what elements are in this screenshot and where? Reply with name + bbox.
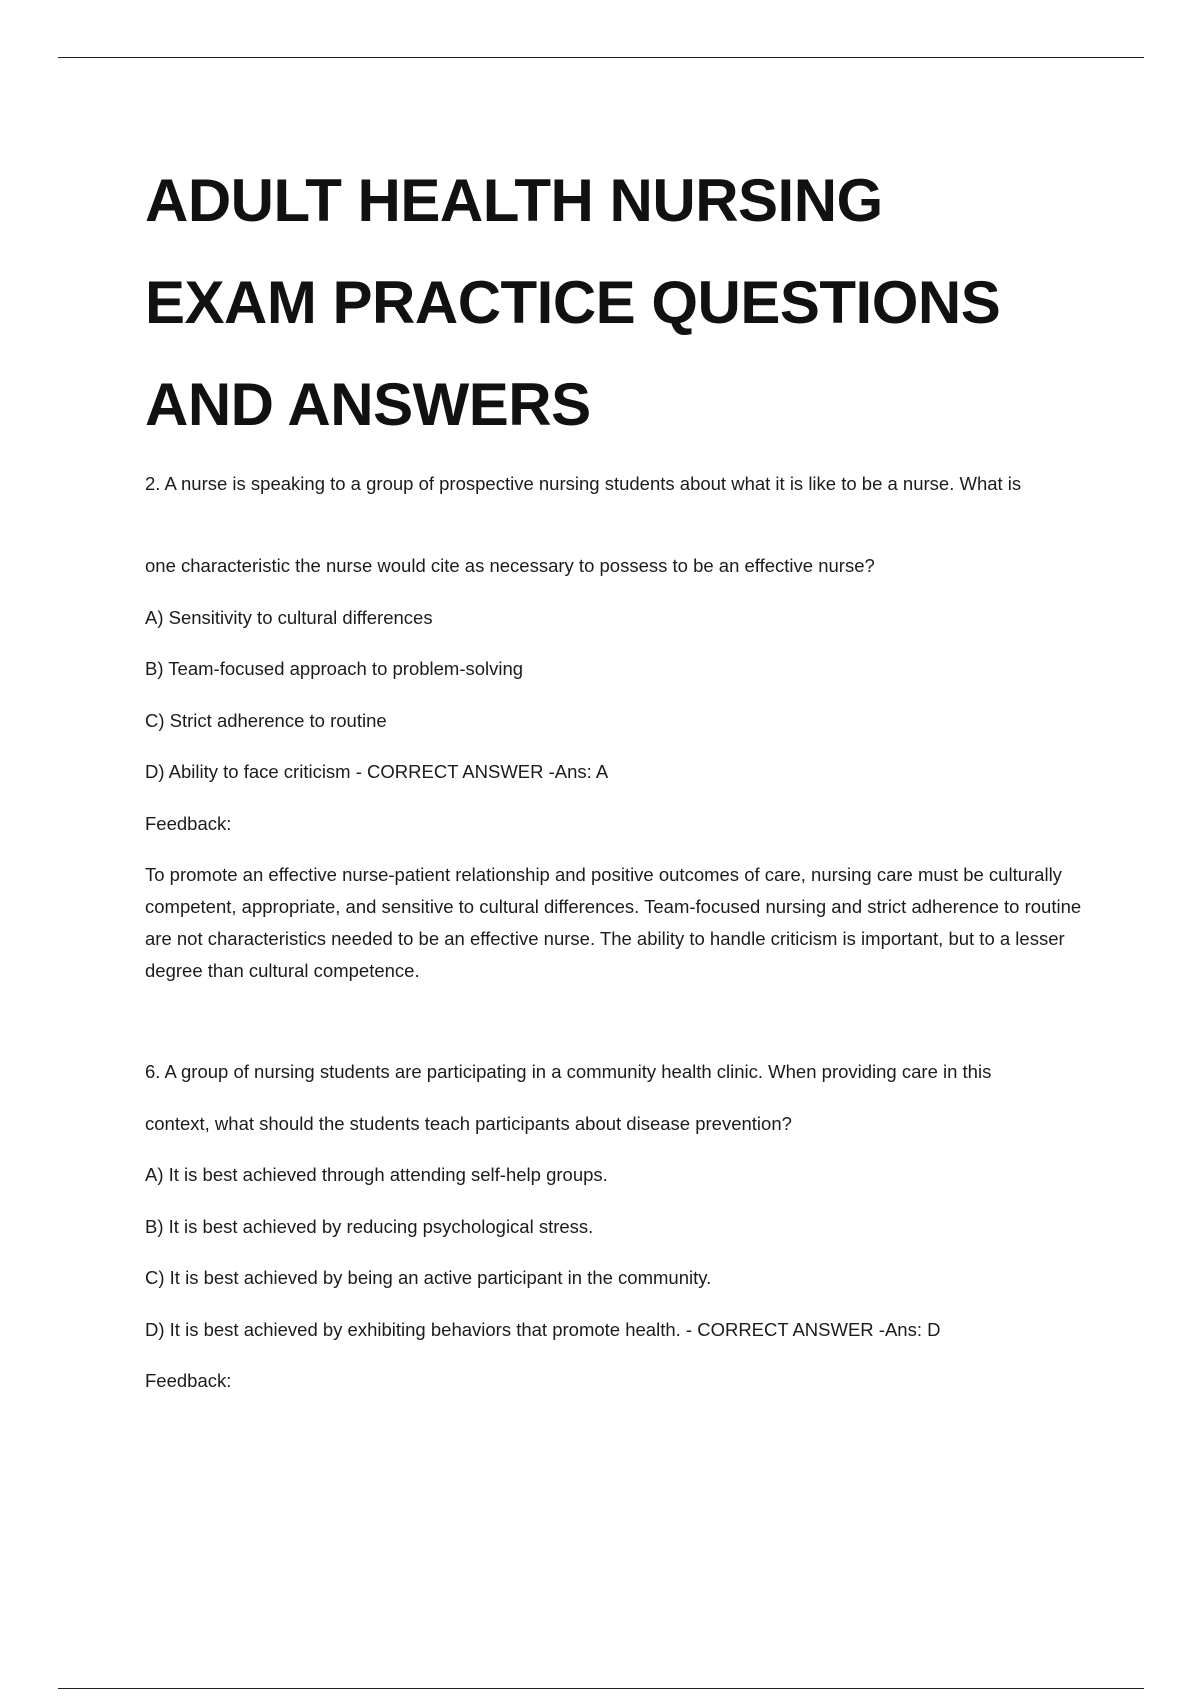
title-line-2: EXAM PRACTICE QUESTIONS: [145, 269, 1001, 336]
question-2-option-d: D) Ability to face criticism - CORRECT ANSWER -Ans: A: [145, 761, 609, 782]
title-line-3: AND ANSWERS: [145, 371, 591, 438]
bottom-divider: [58, 1688, 1144, 1689]
document-title: [145, 150, 1105, 456]
question-6-option-c: C) It is best achieved by being an active participant in the community.: [145, 1267, 712, 1288]
question-2-feedback-text: To promote an effective nurse-patient relationship and positive outcomes of care, nursing care must be culturally competent, appropriate, and sensitive to cultural differences. Team-focused nursing and strict adherence to routine are not characteristics needed to be an effective nurse. The ability to handle criticism is important, but to a lesser degree than cultural competence.: [145, 864, 1082, 981]
question-2-option-a: A) Sensitivity to cultural differences: [145, 607, 433, 628]
question-2-feedback-label: Feedback:: [145, 813, 232, 834]
question-6-option-b: B) It is best achieved by reducing psychological stress.: [145, 1216, 594, 1237]
question-2-option-c: C) Strict adherence to routine: [145, 710, 387, 731]
question-2-stem-line-1: 2. A nurse is speaking to a group of prospective nursing students about what it is like to be a nurse. What is: [145, 473, 1022, 494]
title-line-1: ADULT HEALTH NURSING: [145, 167, 883, 234]
question-6-stem-line-1: 6. A group of nursing students are participating in a community health clinic. When providing care in this: [145, 1061, 992, 1082]
question-6-stem-line-2: context, what should the students teach participants about disease prevention?: [145, 1113, 792, 1134]
question-2-option-b: B) Team-focused approach to problem-solving: [145, 658, 524, 679]
question-6-option-d: D) It is best achieved by exhibiting behaviors that promote health. - CORRECT ANSWER -Ans: D: [145, 1319, 941, 1340]
question-6-option-a: A) It is best achieved through attending self-help groups.: [145, 1164, 608, 1185]
question-2-stem-line-2: one characteristic the nurse would cite as necessary to possess to be an effective nurse?: [145, 555, 875, 576]
question-6-feedback-label: Feedback:: [145, 1370, 232, 1391]
top-divider: [58, 57, 1144, 58]
